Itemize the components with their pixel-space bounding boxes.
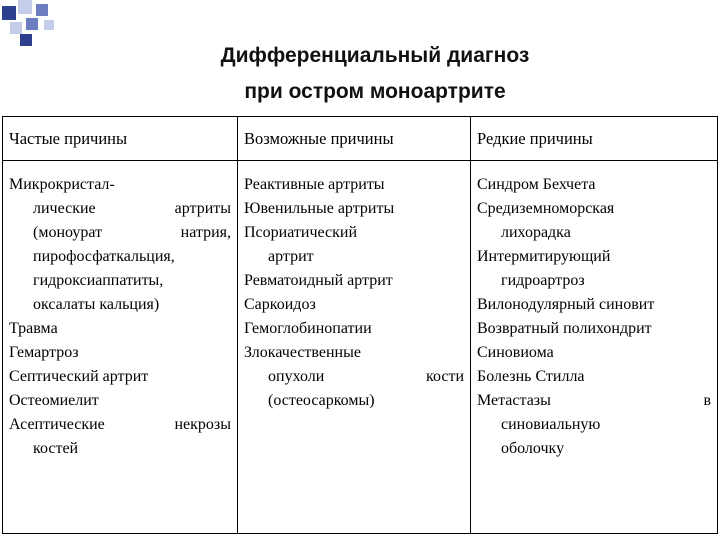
- list-item: Возвратный полихондрит: [477, 320, 652, 337]
- list-item: лические артриты: [33, 200, 231, 217]
- square-light: [44, 20, 54, 30]
- list-item: Саркоидоз: [244, 296, 316, 313]
- list-item: Септический артрит: [9, 368, 149, 385]
- list-item: Асептические некрозы: [9, 416, 231, 433]
- list-item: Гемартроз: [9, 344, 79, 361]
- list-item: Метастазы в: [477, 392, 711, 409]
- list-item: (остеосаркомы): [268, 392, 375, 409]
- list-item: Микрокристал-: [9, 176, 115, 193]
- list-item: Ревматоидный артрит: [244, 272, 393, 289]
- list-item: (моноурат натрия,: [33, 224, 231, 241]
- square-dark: [20, 34, 32, 46]
- list-item: артрит: [268, 248, 314, 265]
- list-item: пирофосфаткальция,: [33, 248, 175, 265]
- rare-causes-cell: [471, 161, 718, 534]
- list-item: Злокачественные: [244, 344, 361, 361]
- list-item: оксалаты кальция): [33, 296, 160, 313]
- list-item: синовиальную: [501, 416, 601, 433]
- list-item: Средиземноморская: [477, 200, 615, 217]
- list-item: Синовиома: [477, 344, 554, 361]
- list-item: Остеомиелит: [9, 392, 99, 409]
- square-mid: [36, 4, 48, 16]
- list-item: гидроартроз: [501, 272, 585, 289]
- list-item: Интермитирующий: [477, 248, 611, 265]
- table-row: [3, 161, 718, 534]
- header-rare: Редкие причины: [471, 117, 718, 161]
- list-item: оболочку: [501, 440, 565, 457]
- title-line-2: при остром моноартрите: [244, 80, 506, 103]
- list-item: Гемоглобинопатии: [244, 320, 372, 337]
- list-item: гидроксиаппатиты,: [33, 272, 164, 289]
- square-light: [18, 0, 32, 14]
- header-frequent: Частые причины: [3, 117, 238, 161]
- list-item: костей: [33, 440, 79, 457]
- list-item: Вилонодулярный синовит: [477, 296, 655, 313]
- list-item: Реактивные артриты: [244, 176, 385, 193]
- table-header-row: [3, 117, 718, 161]
- list-item: Травма: [9, 320, 58, 337]
- diagnosis-table: [2, 116, 718, 534]
- list-item: лихорадка: [501, 224, 571, 241]
- frequent-causes-cell: [3, 161, 238, 534]
- list-item: Болезнь Стилла: [477, 368, 585, 385]
- title-line-1: Дифференциальный диагноз: [220, 44, 530, 67]
- list-item: опухоли кости: [268, 368, 464, 385]
- list-item: Ювенильные артриты: [244, 200, 395, 217]
- header-possible: Возможные причины: [238, 117, 471, 161]
- square-mid: [26, 18, 38, 30]
- square-dark: [2, 6, 16, 20]
- possible-causes-cell: [238, 161, 471, 534]
- square-light: [10, 22, 22, 34]
- list-item: Синдром Бехчета: [477, 176, 596, 193]
- page-title: [150, 38, 600, 110]
- list-item: Псориатический: [244, 224, 358, 241]
